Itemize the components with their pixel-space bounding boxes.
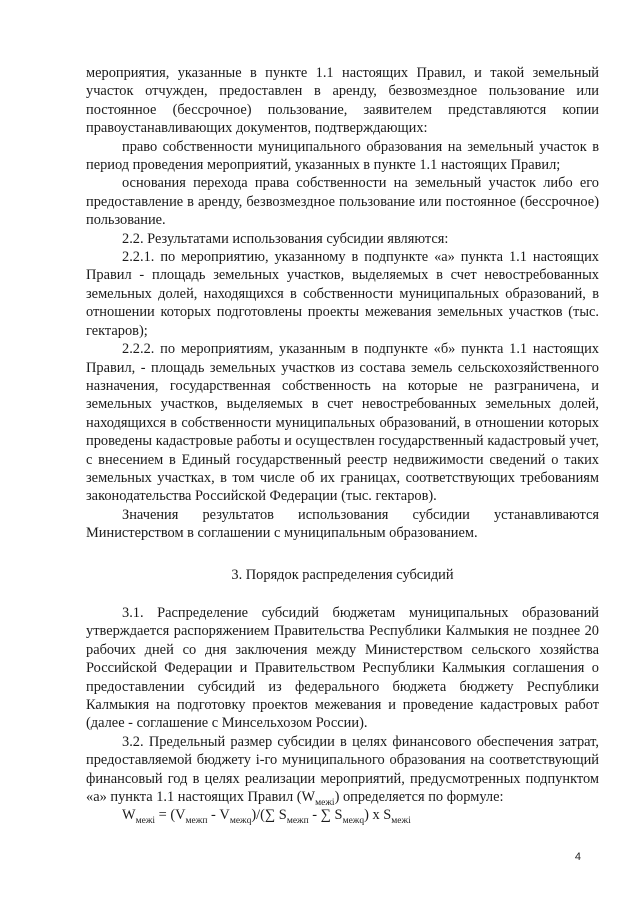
formula-s1-sub: межп [286,816,309,827]
formula-w: W [122,807,136,824]
formula-minus1: - V [207,807,230,824]
formula-v2-sub: межq [229,816,252,827]
formula [86,806,599,827]
formula-s2-sub: межq [342,816,365,827]
formula-minus2: - ∑ S [308,807,343,824]
paragraph-2-2-2: 2.2.2. по мероприятиям, указанным в подпункте «б» пункта 1.1 настоящих Правил, - площадь земельных участков из состава земель сельскохозяйственного назначения, государственная собственность на которые не разграничена, и земельных участков, выделяемых в счет невостребованных земельных долей, находящихся в собственности муниципальных образований, в отношении которых проведены кадастровые работы и осуществлен государственный кадастровый учет, с внесением в Единый государственный реестр недвижимости сведений о таких земельных участках, в том числе об их границах, соответствующих требованиям законодательства Российской Федерации (тыс. гектаров). [86,341,599,505]
paragraph-3-2 [86,733,599,807]
paragraph-3-2-end: ) определяется по формуле: [334,789,504,806]
paragraph-3-2-text: 3.2. Предельный размер субсидии в целях финансового обеспечения затрат, предоставляемой бюджету i-го муниципального образования на соответствующий финансовый год в целях реализации мероприятий, предусмотренных подпунктом «а» пункта 1.1 настоящих Правил (W [86,733,599,806]
formula-v1-sub: межп [185,816,208,827]
paragraph-documents-intro: мероприятия, указанные в пункте 1.1 настоящих Правил, и такой земельный участок отчужден, предоставлен в аренду, безвозмездное пользование или постоянное (бессрочное) пользование, заявителем представляются копии правоустанавливающих документов, подтверждающих: [86,65,599,137]
paragraph-ownership-right: право собственности муниципального образования на земельный участок в период проведения мероприятий, указанных в пункте 1.1 настоящих Правил; [86,138,599,174]
formula-mid: )/(∑ S [251,807,287,824]
page-number: 4 [574,851,581,863]
formula-s3-sub: межі [391,816,411,827]
paragraph-2-2-1: 2.2.1. по мероприятию, указанному в подпункте «а» пункта 1.1 настоящих Правил - площадь земельных участков, выделяемых в счет невостребованных земельных долей, находящихся в собственности муниципальных образований, в отношении которых подготовлены проекты межевания земельных участков (тыс. гектаров); [86,249,599,339]
formula-eq-open: = (V [155,807,186,824]
paragraph-3-1: 3.1. Распределение субсидий бюджетам муниципальных образований утверждается распоряжением Правительства Республики Калмыкия не позднее 20 рабочих дней со дня заключения между Министерством сельского хозяйства Российской Федерации и Правительством Республики Калмыкия соглашения о предоставлении субсидий из федерального бюджета бюджету Республики Калмыкия на подготовку проектов межевания и проведение кадастровых работ (далее - соглашение с Минсельхозом России). [86,604,599,732]
section-title-3: 3. Порядок распределения субсидий [231,566,454,583]
paragraph-3-2-subscript: межі [315,797,335,808]
paragraph-2-2: 2.2. Результатами использования субсидии являются: [122,230,449,247]
formula-times: ) x S [364,807,392,824]
formula-w-sub: межі [135,816,156,827]
paragraph-result-values: Значения результатов использования субсидии устанавливаются Министерством в соглашении с муниципальным образованием. [86,506,599,542]
paragraph-transfer-grounds: основания перехода права собственности на земельный участок либо его предоставление в аренду, безвозмездное пользование или постоянное (бессрочное) пользование. [86,175,599,229]
